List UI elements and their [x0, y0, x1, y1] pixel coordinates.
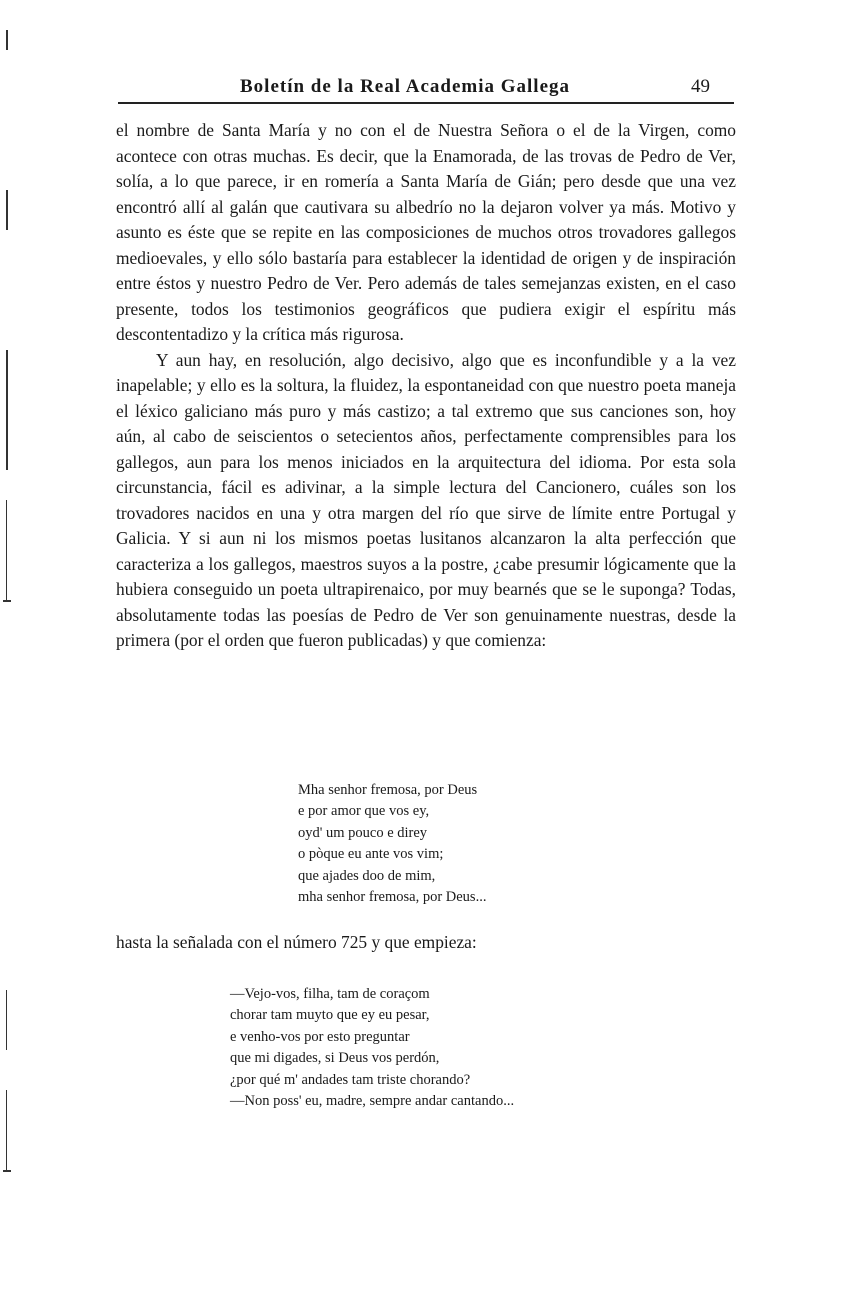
verse-line: e venho-vos por esto preguntar [230, 1028, 410, 1045]
verse-line: que mi digades, si Deus vos perdón, [230, 1050, 440, 1067]
journal-title: Boletín de la Real Academia Gallega [240, 76, 571, 97]
verse-quote-2 [230, 984, 514, 1112]
verse-line: que ajades doo de mim, [298, 867, 436, 884]
page-number: 49 [691, 76, 710, 97]
verse-line: o pòque eu ante vos vim; [298, 846, 444, 863]
verse-intro: hasta la señalada con el número 725 y que empieza: [116, 932, 477, 952]
verse-line: —Vejo-vos, filha, tam de coraçom [230, 986, 430, 1002]
verse-quote-1 [298, 780, 486, 908]
verse-line: —Non poss' eu, madre, sempre andar cantando... [230, 1093, 515, 1110]
verse-line: chorar tam muyto que ey eu pesar, [230, 1007, 430, 1024]
body-text [116, 118, 736, 654]
verse-line: e por amor que vos ey, [298, 803, 430, 820]
paragraph-1: el nombre de Santa María y no con el de Nuestra Señora o el de la Virgen, como acontece con otras muchas. Es decir, que la Enamorada, de las trovas de Pedro de Ver, solía, a lo que parece, ir en romería a Santa María de Gián; pero desde que una vez encontró allí al galán que cautivara su albedrío no la dejaron volver ya más. Motivo y asunto es éste que se repite en las composiciones de muchos otros trovadores gallegos medioevales, y ello sólo bastaría para establecer la identidad de origen y de inspiración entre éstos y nuestro Pedro de Ver. Pero además de tales semejanzas existen, en el caso presente, todos los testimonios geográficos que pudiera exigir el espíritu más descontentadizo y la crítica más rigurosa. [116, 120, 736, 344]
verse-line: oyd' um pouco e direy [298, 824, 428, 841]
binding-edge-marks [0, 0, 20, 1290]
verse-line: Mha senhor fremosa, por Deus [298, 782, 478, 798]
paragraph-2: Y aun hay, en resolución, algo decisivo, algo que es inconfundible y a la vez inapelable; y ello es la soltura, la fluidez, la espontaneidad con que nuestro poeta maneja el léxico galiciano más puro y más castizo; a tal extremo que sus canciones son, hoy aún, al cabo de seiscientos o setecientos años, perfectamente comprensibles para los gallegos, aun para los menos iniciados en la arquitectura del idioma. Por esta sola circunstancia, fácil es adivinar, a la simple lectura del Cancionero, cuáles son los trovadores nacidos en una y otra margen del río que sirve de límite entre Portugal y Galicia. Y si aun ni los mismos poetas lusitanos alcanzaron la alta perfección que caracteriza a los gallegos, maestros suyos a la postre, ¿cabe presumir lógicamente que la hubiera conseguido un poeta ultrapirenaico, por muy bearnés que se le suponga? Todas, absolutamente todas las poesías de Pedro de Ver son genuinamente nuestras, desde la primera (por el orden que fueron publicadas) y que comienza: [116, 349, 736, 650]
verse-line: mha senhor fremosa, por Deus... [298, 889, 487, 906]
verse-line: ¿por qué m' andades tam triste chorando? [230, 1071, 471, 1088]
running-header [118, 72, 734, 104]
